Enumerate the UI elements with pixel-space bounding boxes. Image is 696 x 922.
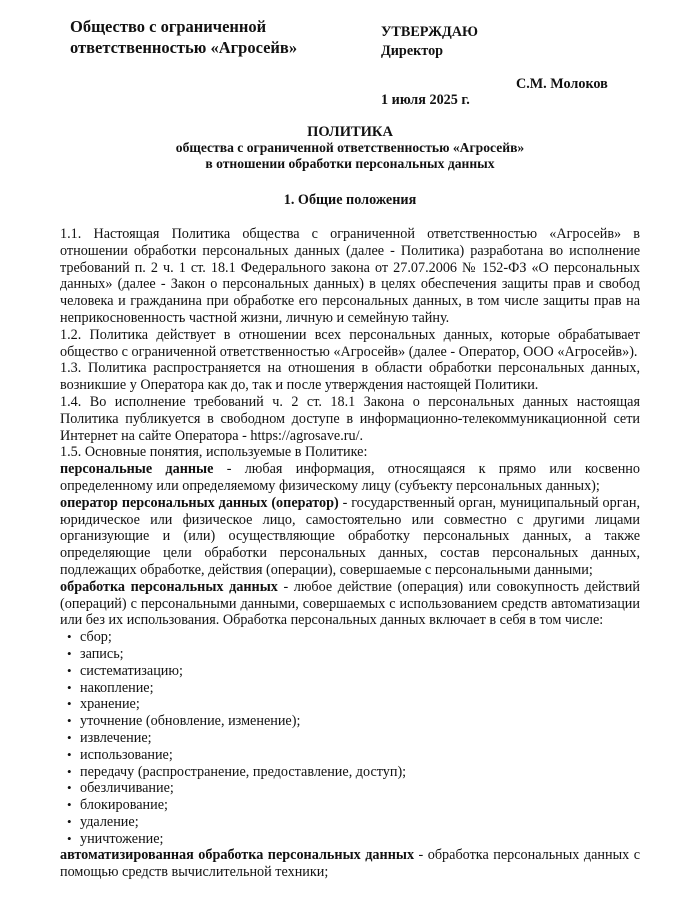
approver-title: Директор — [381, 43, 444, 59]
list-item: • накопление; — [80, 680, 640, 697]
list-item: • обезличивание; — [80, 780, 640, 797]
approval-date: 1 июля 2025 г. — [381, 92, 470, 108]
organization-name — [70, 16, 370, 58]
organization-line-1: Общество с ограниченной — [70, 17, 267, 36]
list-item: • извлечение; — [80, 730, 640, 747]
paragraph-1-5: 1.5. Основные понятия, используемые в Политике: — [60, 444, 368, 461]
title-line-1: ПОЛИТИКА — [307, 124, 393, 140]
paragraph-1-2: 1.2. Политика действует в отношении всех персональных данных, которые обрабатывает общество с ограниченной ответственностью «Агросейв» (далее - Оператор, ООО «Агросейв»). — [60, 326, 640, 360]
document-title — [60, 124, 640, 172]
definition-processing — [60, 579, 640, 629]
processing-actions-list — [60, 629, 640, 847]
approve-label: УТВЕРЖДАЮ — [381, 24, 478, 40]
definition: - любая информация, относящаяся к прямо или косвенно определенному или определяемому физическому лицу (субъекту персональных данных); — [60, 461, 640, 494]
definition-automated-processing — [60, 847, 640, 881]
definition-operator — [60, 495, 640, 579]
list-item: • хранение; — [80, 696, 640, 713]
list-item: • блокирование; — [80, 797, 640, 814]
approval-block — [381, 23, 478, 61]
approver-name: С.М. Молоков — [516, 76, 608, 92]
definition: - государственный орган, муниципальный орган, юридическое или физическое лицо, самостоятельно или совместно с другими лицами организующие и (или) осуществляющие обработку персональных данных, а также определяющие цели обработки персональных данных, состав персональных данных, подлежащих обработке, действия (операции), совершаемые с персональными данными; — [60, 494, 641, 578]
paragraph-1-1: 1.1. Настоящая Политика общества с ограниченной ответственностью «Агросейв» в отношении обработки персональных данных (далее - Политика) разработана во исполнение требований п. 2 ч. 1 ст. 18.1 Федерального закона от 27.07.2006 № 152-ФЗ «О персональных данных» (далее - Закон о персональных данных) в целях обеспечения защиты прав и свобод человека и гражданина при обработке его персональных данных, в том числе защиты прав на неприкосновенность частной жизни, личную и семейную тайну. — [60, 226, 640, 326]
document-body — [60, 226, 640, 881]
term: оператор персональных данных (оператор) — [60, 494, 339, 511]
list-item: • сбор; — [80, 629, 640, 646]
list-item: • запись; — [80, 646, 640, 663]
title-line-2: общества с ограниченной ответственностью «Агросейв» — [175, 140, 525, 155]
list-item: • уточнение (обновление, изменение); — [80, 713, 640, 730]
section-heading: 1. Общие положения — [283, 192, 417, 208]
term: персональные данные — [60, 461, 214, 478]
term: автоматизированная обработка персональных данных — [60, 847, 415, 864]
list-item: • передачу (распространение, предоставление, доступ); — [80, 764, 640, 781]
paragraph-1-4: 1.4. Во исполнение требований ч. 2 ст. 18.1 Закона о персональных данных настоящая Политика публикуется в свободном доступе в информационно-телекоммуникационной сети Интернет на сайте Оператора - https://agrosave.ru/. — [60, 393, 640, 444]
term: обработка персональных данных — [60, 578, 278, 595]
title-line-3: в отношении обработки персональных данных — [205, 156, 495, 171]
organization-line-2: ответственностью «Агросейв» — [70, 38, 298, 57]
list-item: • уничтожение; — [80, 831, 640, 848]
list-item: • систематизацию; — [80, 663, 640, 680]
list-item: • использование; — [80, 747, 640, 764]
paragraph-1-3: 1.3. Политика распространяется на отношения в области обработки персональных данных, возникшие у Оператора как до, так и после утверждения настоящей Политики. — [60, 360, 640, 394]
definition: - обработка персональных данных с помощью средств вычислительной техники; — [60, 847, 640, 881]
list-item: • удаление; — [80, 814, 640, 831]
definition-personal-data — [60, 461, 640, 495]
definition: - любое действие (операция) или совокупность действий (операций) с персональными данными, совершаемых с использованием средств автоматизации или без их использования. Обработка персональных данных включает в себя в том числе: — [60, 578, 640, 629]
